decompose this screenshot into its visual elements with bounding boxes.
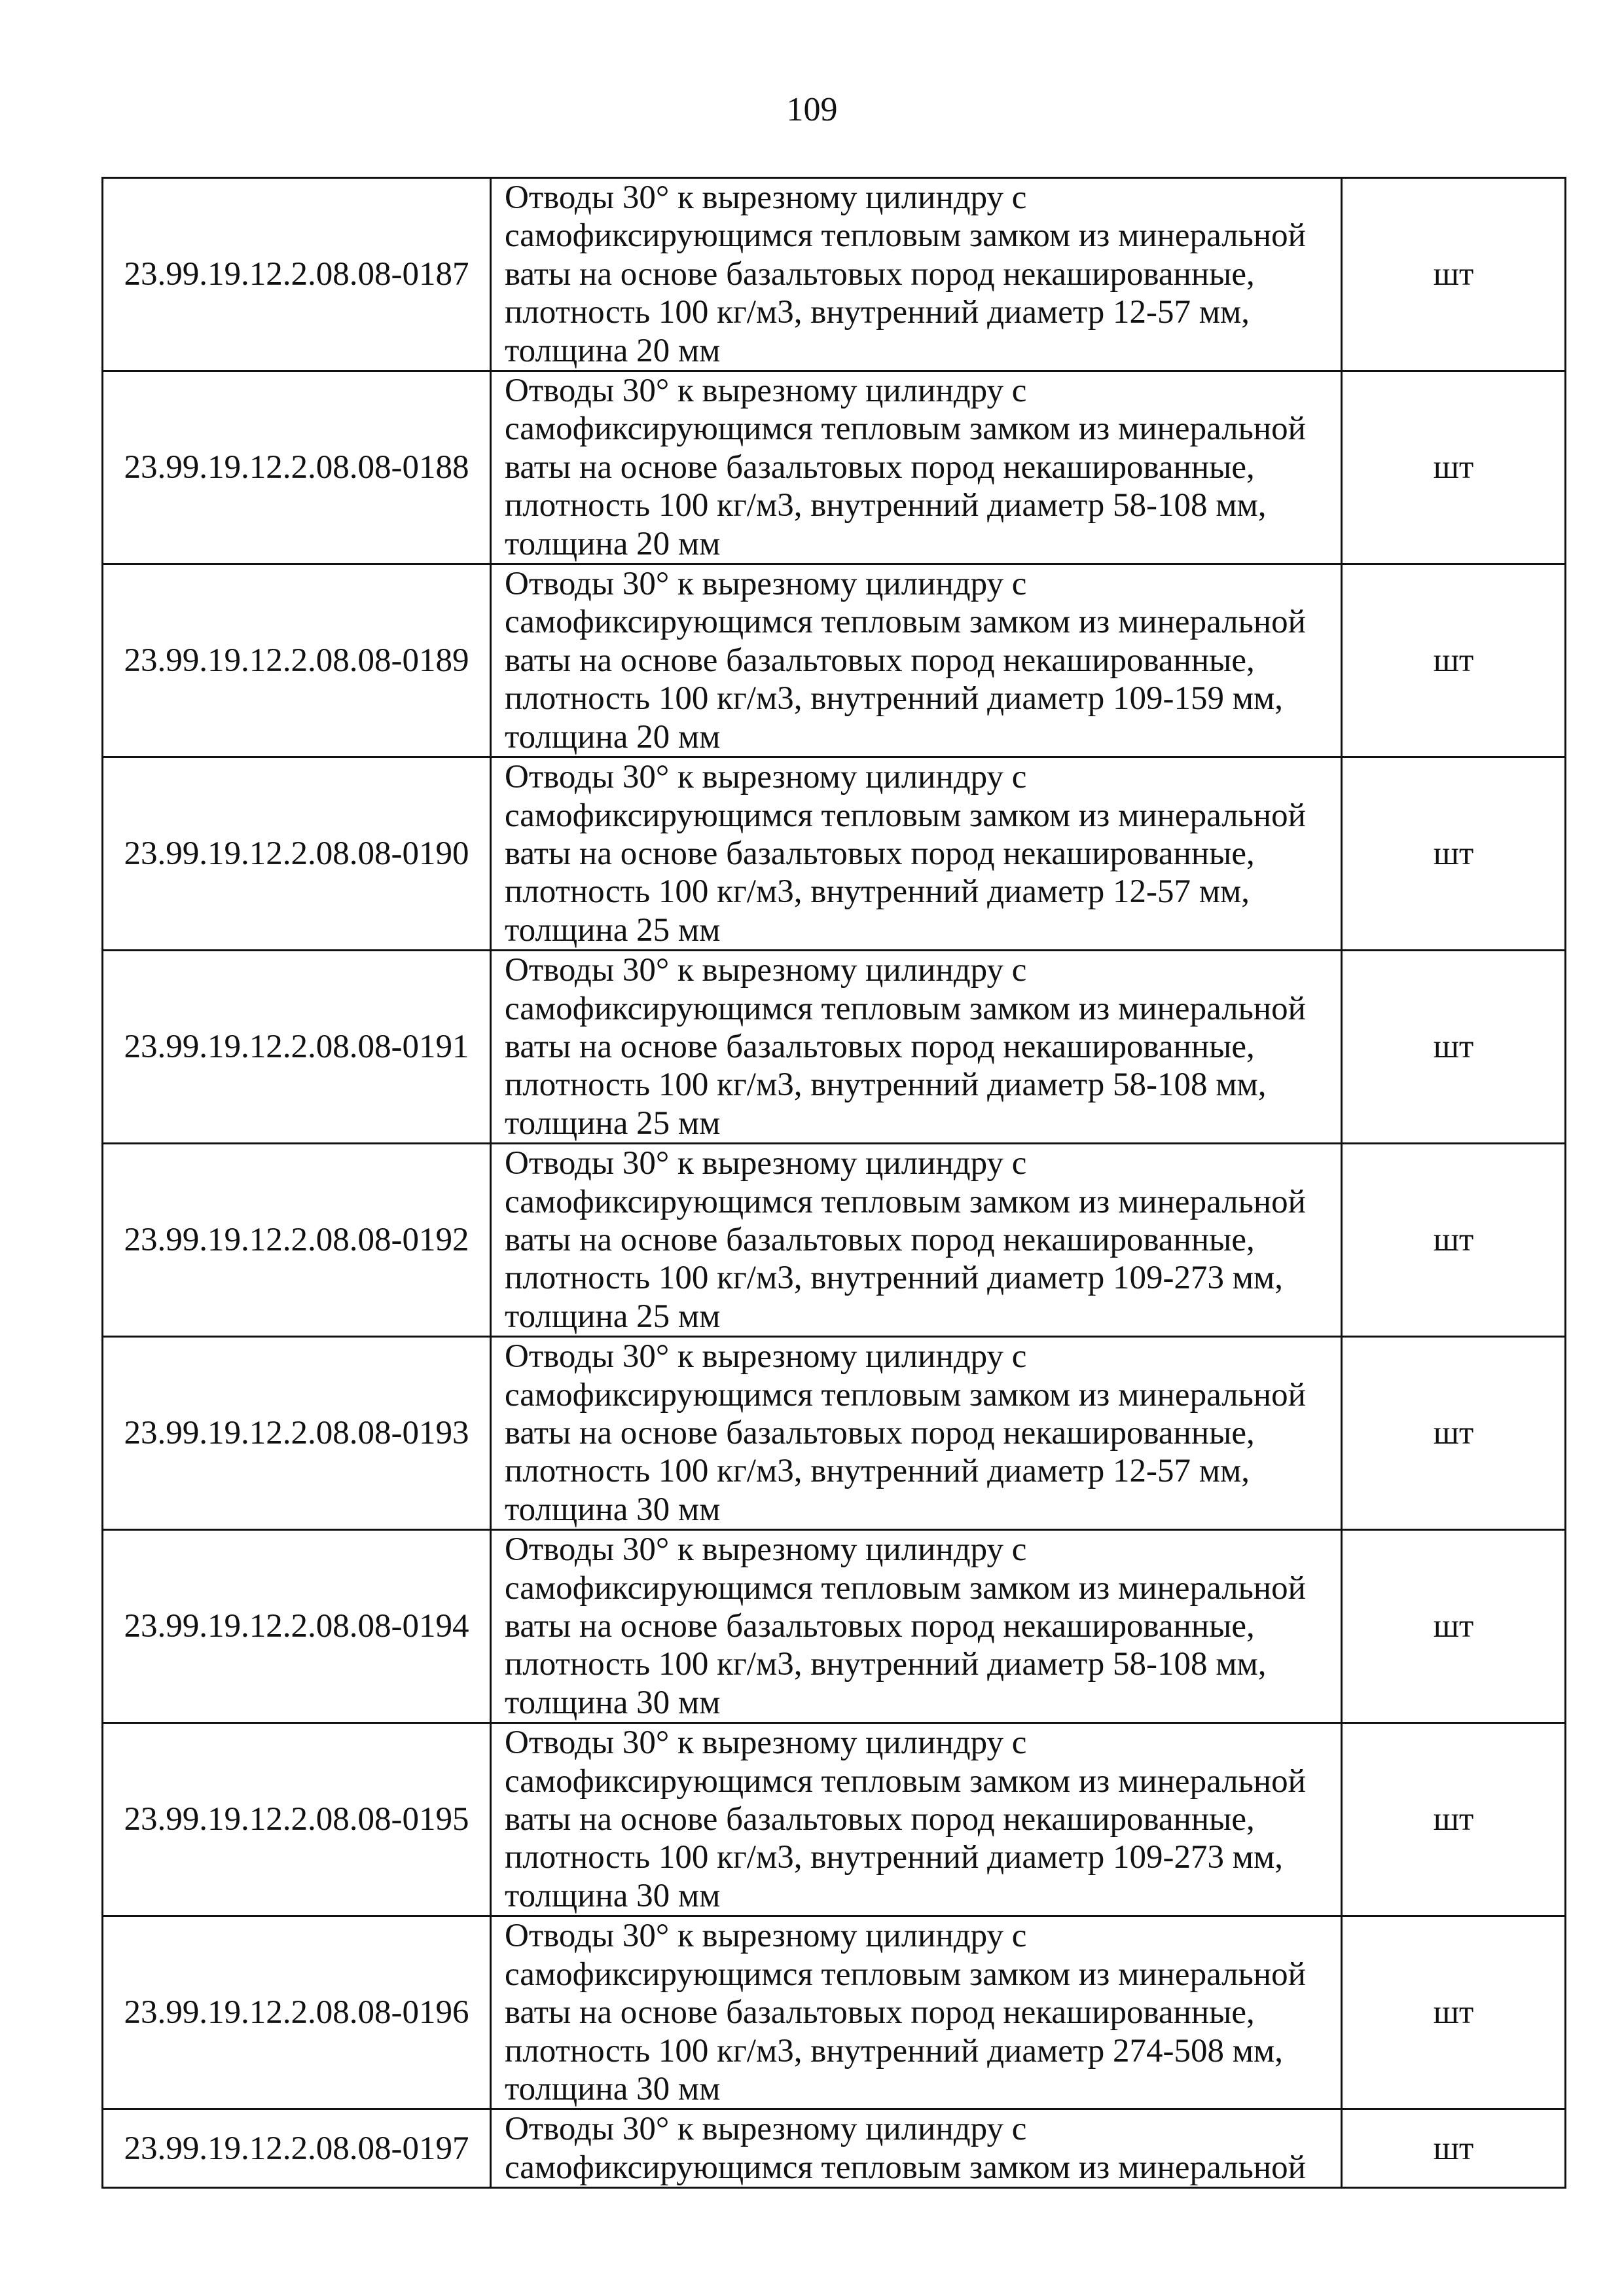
description-line: самофиксирующимся тепловым замком из минеральной: [505, 2149, 1306, 2186]
unit-cell: шт: [1342, 951, 1566, 1144]
unit-cell: шт: [1342, 564, 1566, 757]
description-line: ваты на основе базальтовых пород некашированные,: [505, 448, 1255, 486]
description-line: Отводы 30° к вырезному цилиндру с: [505, 759, 1027, 796]
table-row: [103, 1723, 1566, 1916]
resource-description-cell: [491, 1337, 1342, 1530]
description-line: плотность 100 кг/м3, внутренний диаметр 12-57 мм,: [505, 1453, 1250, 1490]
description-line: Отводы 30° к вырезному цилиндру с: [505, 179, 1027, 216]
unit-cell: шт: [1342, 1144, 1566, 1337]
resource-description-cell: [491, 564, 1342, 757]
description-line: самофиксирующимся тепловым замком из минеральной: [505, 1956, 1306, 1993]
description-line: Отводы 30° к вырезному цилиндру с: [505, 1918, 1027, 1955]
description-line: толщина 20 мм: [505, 525, 721, 562]
resource-description-cell: [491, 1530, 1342, 1723]
resource-description-cell: [491, 757, 1342, 951]
resource-code-cell: 23.99.19.12.2.08.08-0193: [103, 1337, 491, 1530]
resource-code-cell: 23.99.19.12.2.08.08-0192: [103, 1144, 491, 1337]
table-row: [103, 1337, 1566, 1530]
description-line: Отводы 30° к вырезному цилиндру с: [505, 952, 1027, 989]
description-line: самофиксирующимся тепловым замком из минеральной: [505, 990, 1306, 1027]
resource-code-cell: 23.99.19.12.2.08.08-0194: [103, 1530, 491, 1723]
resource-code-cell: 23.99.19.12.2.08.08-0191: [103, 951, 491, 1144]
description-line: толщина 30 мм: [505, 1491, 721, 1528]
page-number: 109: [786, 91, 838, 128]
description-line: плотность 100 кг/м3, внутренний диаметр 12-57 мм,: [505, 873, 1250, 911]
unit-cell: шт: [1342, 757, 1566, 951]
description-line: ваты на основе базальтовых пород некашированные,: [505, 255, 1255, 293]
description-line: ваты на основе базальтовых пород некашированные,: [505, 1801, 1255, 1838]
resource-code-cell: 23.99.19.12.2.08.08-0195: [103, 1723, 491, 1916]
description-line: плотность 100 кг/м3, внутренний диаметр 12-57 мм,: [505, 294, 1250, 331]
unit-cell: шт: [1342, 371, 1566, 564]
description-line: толщина 25 мм: [505, 911, 721, 949]
table-row: [103, 1530, 1566, 1723]
description-line: толщина 30 мм: [505, 1877, 721, 1914]
resource-description-cell: [491, 178, 1342, 371]
description-line: плотность 100 кг/м3, внутренний диаметр 109-273 мм,: [505, 1839, 1284, 1876]
description-line: Отводы 30° к вырезному цилиндру с: [505, 373, 1027, 410]
description-line: плотность 100 кг/м3, внутренний диаметр 109-273 мм,: [505, 1260, 1284, 1297]
table-row: [103, 2109, 1566, 2188]
resource-description-cell: [491, 1916, 1342, 2109]
unit-cell: шт: [1342, 2109, 1566, 2188]
description-line: Отводы 30° к вырезному цилиндру с: [505, 1338, 1027, 1376]
resource-code-cell: 23.99.19.12.2.08.08-0188: [103, 371, 491, 564]
description-line: ваты на основе базальтовых пород некашированные,: [505, 1028, 1255, 1065]
description-line: самофиксирующимся тепловым замком из минеральной: [505, 1376, 1306, 1413]
description-line: самофиксирующимся тепловым замком из минеральной: [505, 410, 1306, 448]
unit-cell: шт: [1342, 1723, 1566, 1916]
table-row: [103, 951, 1566, 1144]
description-line: ваты на основе базальтовых пород некашированные,: [505, 1221, 1255, 1258]
unit-cell: шт: [1342, 1530, 1566, 1723]
description-line: толщина 25 мм: [505, 1104, 721, 1142]
resource-description-cell: [491, 371, 1342, 564]
resource-code-cell: 23.99.19.12.2.08.08-0190: [103, 757, 491, 951]
table-row: [103, 1916, 1566, 2109]
description-line: толщина 20 мм: [505, 718, 721, 756]
description-line: толщина 30 мм: [505, 2070, 721, 2107]
description-line: Отводы 30° к вырезному цилиндру с: [505, 1145, 1027, 1182]
resource-code-cell: 23.99.19.12.2.08.08-0196: [103, 1916, 491, 2109]
table-row: [103, 178, 1566, 371]
description-line: плотность 100 кг/м3, внутренний диаметр 274-508 мм,: [505, 2032, 1284, 2069]
description-line: Отводы 30° к вырезному цилиндру с: [505, 2111, 1027, 2148]
description-line: толщина 25 мм: [505, 1298, 721, 1335]
resource-table: [101, 177, 1566, 2189]
description-line: ваты на основе базальтовых пород некашированные,: [505, 1415, 1255, 1451]
description-line: самофиксирующимся тепловым замком из минеральной: [505, 604, 1306, 641]
description-line: самофиксирующимся тепловым замком из минеральной: [505, 217, 1306, 255]
resource-code-cell: 23.99.19.12.2.08.08-0189: [103, 564, 491, 757]
description-line: плотность 100 кг/м3, внутренний диаметр 58-108 мм,: [505, 487, 1267, 524]
description-line: ваты на основе базальтовых пород некашированные,: [505, 1608, 1255, 1645]
resource-code-cell: 23.99.19.12.2.08.08-0197: [103, 2109, 491, 2188]
resource-description-cell: [491, 2109, 1342, 2188]
description-line: плотность 100 кг/м3, внутренний диаметр 58-108 мм,: [505, 1066, 1267, 1104]
description-line: плотность 100 кг/м3, внутренний диаметр 109-159 мм,: [505, 680, 1284, 718]
description-line: толщина 30 мм: [505, 1684, 721, 1721]
description-line: самофиксирующимся тепловым замком из минеральной: [505, 797, 1306, 834]
description-line: толщина 20 мм: [505, 332, 721, 369]
table-row: [103, 564, 1566, 757]
description-line: самофиксирующимся тепловым замком из минеральной: [505, 1569, 1306, 1607]
description-line: Отводы 30° к вырезному цилиндру с: [505, 1724, 1027, 1762]
description-line: Отводы 30° к вырезному цилиндру с: [505, 566, 1027, 603]
table-row: [103, 371, 1566, 564]
description-line: ваты на основе базальтовых пород некашированные,: [505, 642, 1255, 679]
description-line: ваты на основе базальтовых пород некашированные,: [505, 1994, 1255, 2032]
resource-description-cell: [491, 1723, 1342, 1916]
description-line: плотность 100 кг/м3, внутренний диаметр 58-108 мм,: [505, 1646, 1267, 1683]
resource-description-cell: [491, 1144, 1342, 1337]
description-line: ваты на основе базальтовых пород некашированные,: [505, 835, 1255, 872]
unit-cell: шт: [1342, 1337, 1566, 1530]
description-line: Отводы 30° к вырезному цилиндру с: [505, 1531, 1027, 1569]
unit-cell: шт: [1342, 178, 1566, 371]
unit-cell: шт: [1342, 1916, 1566, 2109]
table-row: [103, 1144, 1566, 1337]
description-line: самофиксирующимся тепловым замком из минеральной: [505, 1762, 1306, 1800]
description-line: самофиксирующимся тепловым замком из минеральной: [505, 1183, 1306, 1220]
resource-description-cell: [491, 951, 1342, 1144]
table-body: [103, 178, 1566, 2188]
resource-code-cell: 23.99.19.12.2.08.08-0187: [103, 178, 491, 371]
table-row: [103, 757, 1566, 951]
